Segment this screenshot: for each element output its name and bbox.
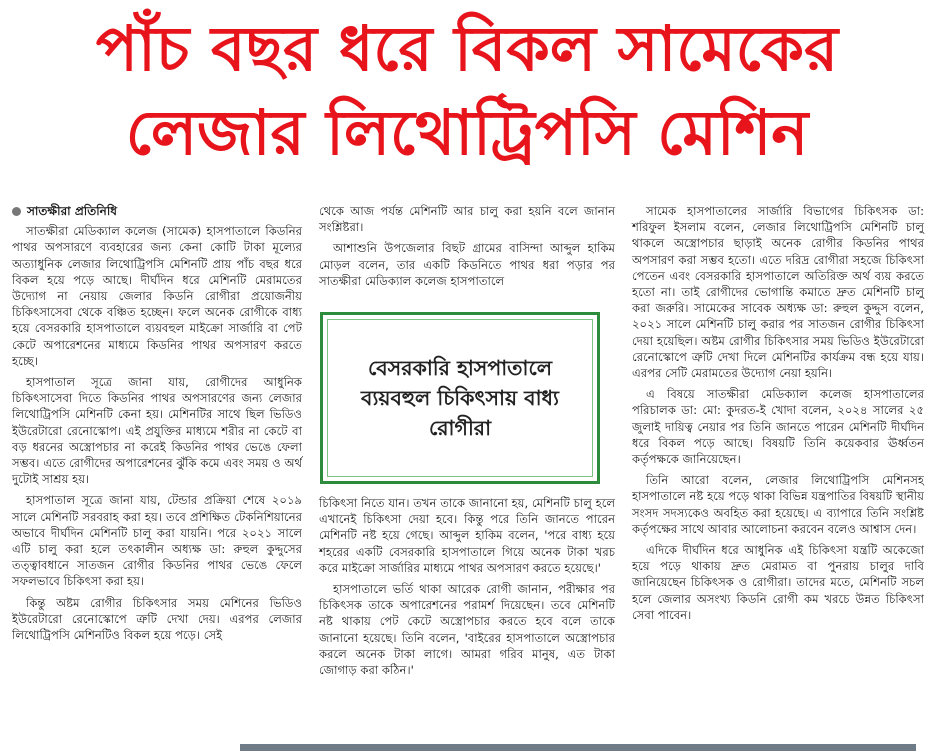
paragraph: হাসপাতালে ভর্তি থাকা আরেক রোগী জানান, পরীক্ষার পর চিকিৎসক তাকে অপারেশনের পরামর্শ দিয়েছেন। তবে মেশিনটি নষ্ট থাকায় পেট কেটে অস্ত্রোপচার করতে হবে বলে তাকে জানানো হয়েছে। তিনি বলেন, 'বাইরের হাসপাতালে অস্ত্রোপচার করলে অনেক টাকা লাগে। আমরা গরিব মানুষ, এত টাকা জোগাড় করা কঠিন।' (319, 582, 615, 678)
article-column-1 (12, 203, 302, 648)
headline-line-2: লেজার লিথোট্রিপসি মেশিন (125, 96, 809, 169)
paragraph: এ বিষয়ে সাতক্ষীরা মেডিক্যাল কলেজ হাসপাতালের পরিচালক ডা: মো: কুদরত-ই খোদা বলেন, ২০২৪ সালের ২৫ জুলাই দায়িত্ব নেয়ার পর তিনি জানতে পারেন মেশিনটি দীর্ঘদিন ধরে বিকল পড়ে আছে। বিষয়টি তিনি কয়েকবার ঊর্ধ্বতন কর্তৃপক্ষকে জানিয়েছেন। (632, 387, 924, 467)
paragraph: হাসপাতাল সূত্রে জানা যায়, রোগীদের আধুনিক চিকিৎসাসেবা দিতে কিডনির পাথর অপসারণের জন্য লেজার লিথোট্রিপসি মেশিনটি কেনা হয়। মেশিনটির সাথে ছিল ভিডিও ইউরেটারো রেনোস্কোপ। এই প্রযুক্তির মাধ্যমে শরীর না কেটে বা বড় ধরনের অস্ত্রোপচার না করেই কিডনির পাথর ভেঙে ফেলা সম্ভব। এতে রোগীদের অপারেশনের ঝুঁকি কমে এবং সময় ও অর্থ দুটোই সাশ্রয় হয়। (12, 375, 302, 487)
article-column-2-bottom (319, 495, 615, 683)
paragraph: হাসপাতাল সূত্রে জানা যায়, টেন্ডার প্রক্রিয়া শেষে ২০১৯ সালে মেশিনটি সরবরাহ করা হয়। তবে প্রশিক্ষিত টেকনিশিয়ানের অভাবে দীর্ঘদিন মেশিনটি চালু করা যায়নি। পরে ২০২১ সালে এটি চালু করা হলে তৎকালীন অধ্যক্ষ ডা: রুহুল কুদ্দুসের তত্ত্বাবধানে সাতজন রোগীর কিডনির পাথর ভেঙে ফেলে সফলভাবে চিকিৎসা করা হয়। (12, 493, 302, 589)
paragraph: তিনি আরো বলেন, লেজার লিথোট্রিপসি মেশিনসহ হাসপাতালে নষ্ট হয়ে পড়ে থাকা বিভিন্ন যন্ত্রপাতির বিষয়টি স্থানীয় সংসদ সদস্যকেও অবহিত করা হয়েছে। এ ব্যাপারে তিনি সংশ্লিষ্ট কর্তৃপক্ষের সাথে আবার আলোচনা করবেন বলেও আশ্বাস দেন। (632, 473, 924, 536)
bullet-icon (12, 207, 21, 216)
paragraph: সামেক হাসপাতালের সার্জারি বিভাগের চিকিৎসক ডা: শরিফুল ইসলাম বলেন, লেজার লিথোট্রিপসি মেশিনটি চালু থাকলে অস্ত্রোপচার ছাড়াই অনেক রোগীর কিডনির পাথর অপসারণ করা সম্ভব হতো। এতে দরিদ্র রোগীরা সহজে চিকিৎসা পেতেন এবং বেসরকারি হাসপাতালে অতিরিক্ত অর্থ ব্যয় করতে হতো না। তাই রোগীদের ভোগান্তি কমাতে দ্রুত মেশিনটি চালু করা জরুরি। সামেকের সাবেক অধ্যক্ষ ডা: রুহুল কুদ্দুস বলেন, ২০২১ সালে মেশিনটি চালু করার পর সাতজন রোগীর চিকিৎসা দেয়া হয়েছিল। অষ্টম রোগীর চিকিৎসার সময় ভিডিও ইউরেটারো রেনোস্কোপে ত্রুটি দেখা দিলে মেশিনটির কার্যক্রম বন্ধ হয়ে যায়। এরপর সেটি মেরামতের উদ্যোগ নেয়া হয়নি। (632, 204, 924, 381)
headline (0, 0, 934, 180)
headline-line-1: পাঁচ বছর ধরে বিকল সামেকের (95, 12, 839, 85)
paragraph: থেকে আজ পর্যন্ত মেশিনটি আর চালু করা হয়নি বলে জানান সংশ্লিষ্টরা। (319, 204, 615, 235)
paragraph: চিকিৎসা নিতে যান। তখন তাকে জানানো হয়, মেশিনটি চালু হলে এখানেই চিকিৎসা দেয়া হবে। কিন্তু পরে তিনি জানতে পারেন মেশিনটি নষ্ট হয়ে গেছে। আব্দুল হাকিম বলেন, 'পরে বাধ্য হয়ে শহরের একটি বেসরকারি হাসপাতালে গিয়ে অনেক টাকা খরচ করে মাইক্রো সার্জারির মাধ্যমে পাথর অপসারণ করতে হয়েছে।' (319, 496, 615, 575)
paragraph: এদিকে দীর্ঘদিন ধরে আধুনিক এই চিকিৎসা যন্ত্রটি অকেজো হয়ে পড়ে থাকায় দ্রুত মেরামত বা পুনরায় চালুর দাবি জানিয়েছেন চিকিৎসক ও রোগীরা। তাদের মতে, মেশিনটি সচল হলে জেলার অসংখ্য কিডনি রোগী কম খরচে উন্নত চিকিৎসা সেবা পাবেন। (632, 543, 924, 622)
paragraph: আশাশুনি উপজেলার বিছট গ্রামের বাসিন্দা আব্দুল হাকিম মোড়ল বলেন, তার একটি কিডনিতে পাথর ধরা পড়ার পর সাতক্ষীরা মেডিক্যাল কলেজ হাসপাতালে (319, 241, 615, 288)
photo-strip (240, 744, 916, 751)
pull-quote-box (320, 312, 600, 484)
article-column-2-top (319, 203, 615, 294)
paragraph: কিন্তু অষ্টম রোগীর চিকিৎসার সময় মেশিনের ভিডিও ইউরেটারো রেনোস্কোপে ত্রুটি দেখা দেয়। এরপর লেজার লিথোট্রিপসি মেশিনটিও বিকল হয়ে পড়ে। সেই (12, 595, 302, 643)
byline (12, 203, 302, 219)
article-column-3 (632, 203, 924, 628)
byline-text: সাতক্ষীরা প্রতিনিধি (27, 204, 117, 218)
pull-quote-text: বেসরকারি হাসপাতালে ব্যয়বহুল চিকিৎসায় বাধ্য রোগীরা (327, 319, 593, 477)
paragraph: সাতক্ষীরা মেডিক্যাল কলেজ (সামেক) হাসপাতালে কিডনির পাথর অপসারণে ব্যবহারের জন্য কেনা কোটি টাকা মূল্যের অত্যাধুনিক লেজার লিথোট্রিপসি মেশিনটি প্রায় পাঁচ বছর ধরে বিকল হয়ে পড়ে আছে। দীর্ঘদিন ধরে মেশিনটি মেরামতের উদ্যোগ না নেয়ায় জেলার কিডনি রোগীরা প্রয়োজনীয় চিকিৎসাসেবা থেকে বঞ্চিত হচ্ছেন। ফলে অনেক রোগীকে বাধ্য হয়ে বেসরকারি হাসপাতালে ব্যয়বহুল মাইক্রো সার্জারি বা পেট কেটে অপারেশনের মাধ্যমে কিডনির পাথর অপসারণ করতে হচ্ছে। (12, 224, 302, 368)
